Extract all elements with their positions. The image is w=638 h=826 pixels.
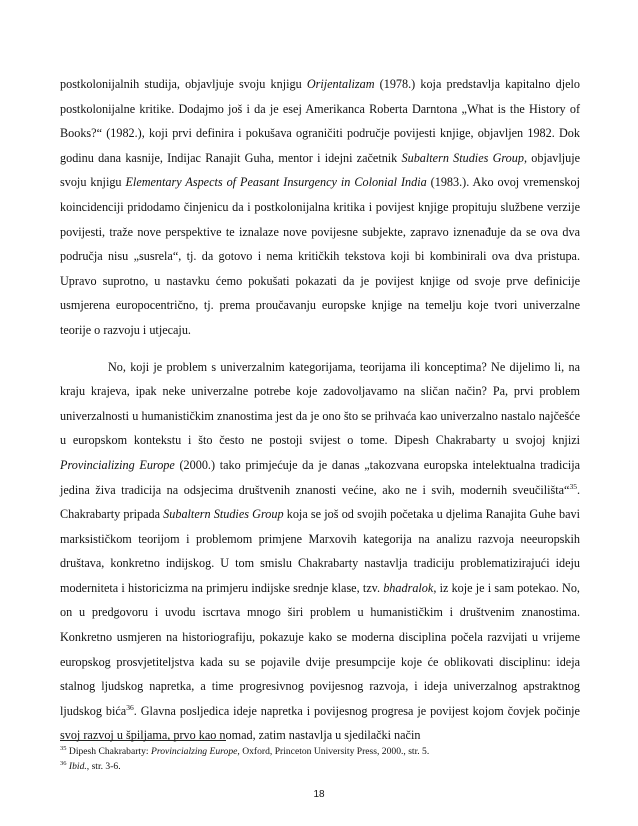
footnote-ref: 35 (60, 744, 67, 752)
text-run: . Glavna posljedica ideje napretka i povijesnog progresa je povijest kojom čovjek počinje svoj razvoj u špiljama, prvo kao nomad, zatim nastavlja u sjedilački način (60, 703, 580, 743)
main-text (60, 72, 580, 748)
footnotes (60, 744, 580, 774)
text-run: , Oxford, Princeton University Press, 2000., str. 5. (237, 746, 430, 757)
paragraph (60, 355, 580, 749)
text-run: , str. 3-6. (86, 761, 121, 772)
footnote-ref: 36 (126, 702, 134, 712)
footnote-separator (60, 740, 226, 741)
italic-text: Ibid. (68, 761, 87, 772)
italic-text: Provincialzing Europe (150, 746, 238, 757)
paragraph (60, 72, 580, 343)
italic-text: Provincializing Europe (60, 457, 175, 472)
italic-text: Orijentalizam (306, 77, 375, 91)
page-number: 18 (313, 789, 325, 800)
italic-text: Elementary Aspects of Peasant Insurgency in Colonial India (125, 175, 427, 190)
text-run: (2000.) tako primjećuje da je danas „takozvana europska intelektualna tradicija jedina živa tradicija na odsjecima društvenih znanosti većine, ako ne i svih, modernih sveučilišta“ (60, 457, 580, 497)
text-run: . Chakrabarty pripada (60, 482, 580, 522)
italic-text: Subaltern Studies Group (163, 507, 284, 522)
text-run: (1978.) koja predstavlja kapitalno djelo postkolonijalne kritike. Dodajmo još i da je esej Amerikanca Roberta Darntona „What is the History of Books?“ (1982.), koji prvi definira i pokušava ograničiti područje povijesti knjige, objavljen 1982. Dok godinu dana kasnije, Indijac Ranajit Guha, mentor i idejni začetnik (60, 77, 580, 165)
text-run: , iz koje je i sam potekao. No, on u predgovoru i uvodu iscrtava mnogo širi problem u humanističkim i društvenim znanostima. Konkretno usmjeren na historiografiju, pokazuje kako se moderna disciplina počela razvijati u vrijeme europskog prosvjetiteljstva kada su se pojavile dvije presumpcije koje će oblikovati disciplinu: ideja stalnog ljudskog napretka, a time progresivnog povijesnog razvoja, i ideja univerzalnog apstraktnog ljudskog bića (60, 580, 580, 718)
footnote-ref: 36 (60, 759, 67, 767)
text-run: postkolonijalnih studija, objavljuje svoju knjigu (60, 77, 307, 91)
footnote (60, 744, 580, 759)
italic-text: bhadralok (383, 580, 434, 595)
text-run: Dipesh Chakrabarty: (66, 746, 151, 757)
text-run: No, koji je problem s univerzalnim kategorijama, teorijama ili konceptima? Ne dijelimo li, na kraju krajeva, ipak neke univerzalne potrebe koje zadovoljavamo na sličan način? Pa, prvi problem univerzalnosti u humanističkim znanostima jest da je ono što se prihvaća kao univerzalno nastalo najčešće u europskom kontekstu i što često ne postoji svijest o tome. Dipesh Chakrabarty u svojoj knjizi (60, 359, 580, 448)
text-run: , objavljuje svoju knjigu (60, 150, 580, 190)
text-run: (1983.). Ako ovoj vremenskoj koincidenciji pridodamo činjenicu da i postkolonijalna kritika i povijest knjige propituju službene verzije povijesti, traže nove perspektive te iznalaze nove povijesne subjekte, zapravo iznenađuje da se ova dva područja nisu „susrela“, tj. da gotovo i nema kritičkih tekstova koji bi kombinirali ova dva pristupa. Upravo suprotno, u nastavku ćemo pokušati pokazati da je povijest knjige od svoje prve definicije usmjerena europocentrično, tj. prema proučavanju europske knjige na temelju koje tvori univerzalne teorije o razvoju i utjecaju. (60, 175, 580, 337)
footnote-ref: 35 (569, 481, 577, 491)
text-run: koja se još od svojih početaka u djelima Ranajita Guhe bavi marksističkom teorijom i problemom primjene Marxovih kategorija na analizu razvoja neeuropskih društava, konkretno indijskog. U tom smislu Chakrabarty nastavlja tradiciju problematizirajući ideju moderniteta i historicizma na primjeru indijske srednje klase, tzv. (60, 507, 580, 595)
footnote (60, 759, 580, 774)
italic-text: Subaltern Studies Group (401, 150, 524, 165)
